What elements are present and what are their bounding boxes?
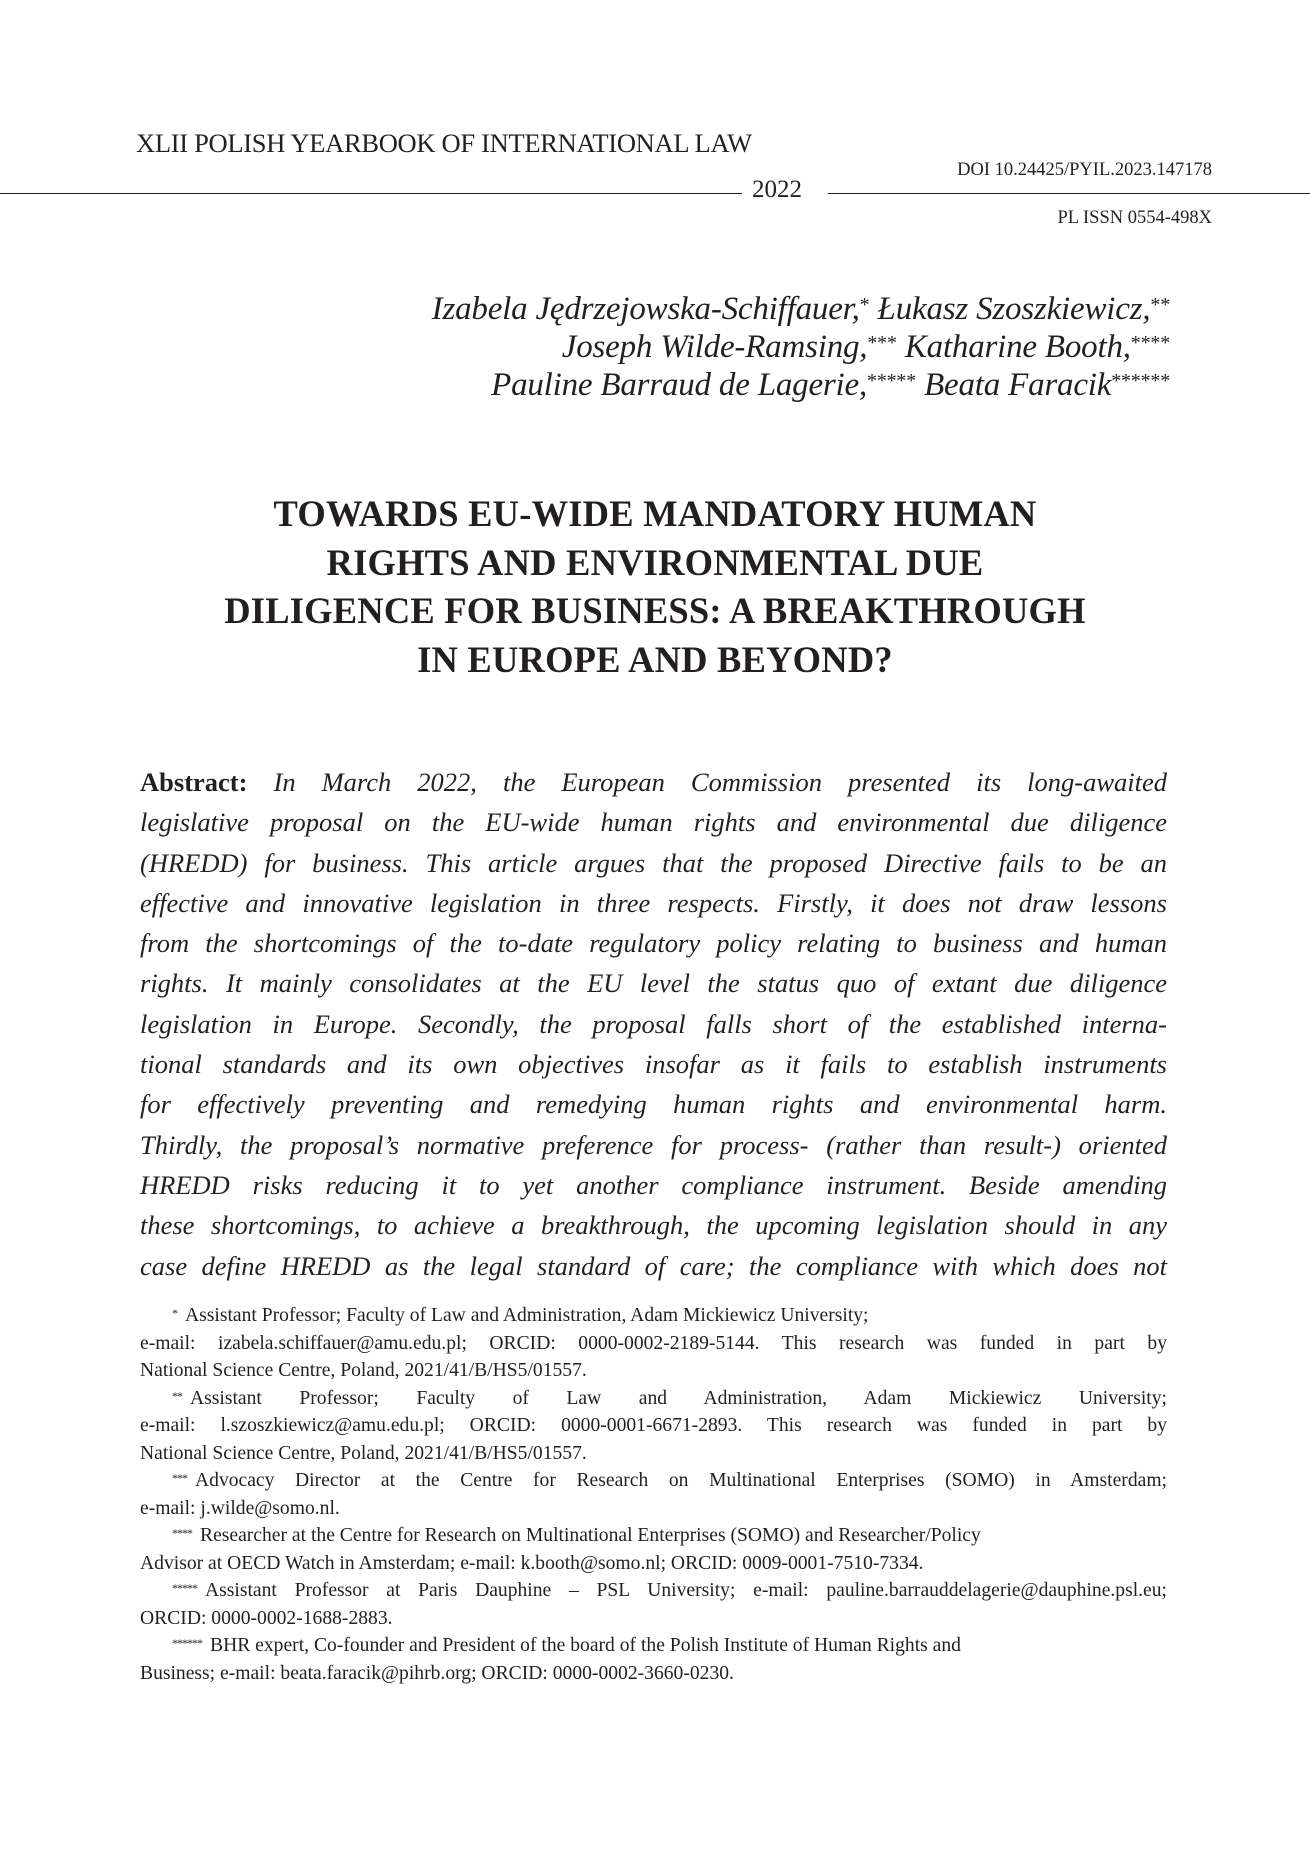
footnote-line xyxy=(140,1522,1167,1550)
author-name: Izabela Jędrzejowska-Schiffauer, xyxy=(431,291,860,327)
footnote-line xyxy=(140,1577,1167,1605)
footnote-line xyxy=(140,1385,1167,1413)
footnote-mark: ****** xyxy=(172,1636,202,1650)
footnote-mark: **** xyxy=(172,1526,192,1540)
footnote-text: Advocacy Director at the Centre for Research on Multinational Enterprises (SOMO) in Amsterdam; xyxy=(195,1470,1167,1491)
abstract-label xyxy=(140,767,247,797)
footnote-mark: *** xyxy=(172,1471,187,1485)
journal-year: 2022 xyxy=(752,176,802,203)
doi: DOI 10.24425/PYIL.2023.147178 xyxy=(957,160,1212,180)
footnote-mark: ***** xyxy=(172,1581,197,1595)
author-name: Łukasz Szoszkiewicz, xyxy=(877,291,1151,327)
article-title xyxy=(150,490,1160,684)
footnote-line xyxy=(140,1632,1167,1660)
footnotes xyxy=(140,1302,1167,1687)
footnote-line: National Science Centre, Poland, 2021/41/B/HS5/01557. xyxy=(140,1442,587,1464)
abstract-line: legislation in Europe. Secondly, the proposal falls short of the established interna- xyxy=(140,1008,1167,1039)
footnote-mark: ****** xyxy=(1111,370,1170,392)
footnote-line: e-mail: l.szoszkiewicz@amu.edu.pl; ORCID: 0000-0001-6671-2893. This research was funded in part by xyxy=(140,1415,1167,1436)
abstract-line: these shortcomings, to achieve a breakthrough, the upcoming legislation should in any xyxy=(140,1210,1167,1241)
title-line: RIGHTS AND ENVIRONMENTAL DUE xyxy=(326,541,984,583)
footnote-mark: ** xyxy=(172,1388,182,1403)
author-line xyxy=(170,366,1170,404)
footnote-mark: **** xyxy=(1130,332,1170,354)
footnote xyxy=(140,1467,1167,1522)
footnote-mark: ***** xyxy=(867,370,917,392)
footnote xyxy=(140,1385,1167,1468)
footnote-text: Assistant Professor; Faculty of Law and Administration, Adam Mickiewicz University; xyxy=(185,1305,869,1326)
abstract-line: from the shortcomings of the to-date regulatory policy relating to business and human xyxy=(140,928,1167,959)
footnote-text: Researcher at the Centre for Research on Multinational Enterprises (SOMO) and Researcher/Policy xyxy=(200,1525,981,1546)
author-name: Joseph Wilde-Ramsing, xyxy=(561,329,868,365)
abstract xyxy=(140,762,1167,1286)
abstract-line: for effectively preventing and remedying human rights and environmental harm. xyxy=(140,1089,1167,1120)
footnote-line: Business; e-mail: beata.faracik@pihrb.org; ORCID: 0000-0002-3660-0230. xyxy=(140,1662,734,1684)
footnote-line: ORCID: 0000-0002-1688-2883. xyxy=(140,1607,393,1629)
abstract-line: case define HREDD as the legal standard of care; the compliance with which does not xyxy=(140,1250,1167,1281)
abstract-line: legislative proposal on the EU-wide human rights and environmental due diligence xyxy=(140,807,1167,838)
footnote-line: e-mail: j.wilde@somo.nl. xyxy=(140,1497,340,1519)
footnote-text: Assistant Professor; Faculty of Law and Administration, Adam Mickiewicz University; xyxy=(190,1387,1167,1409)
footnote xyxy=(140,1302,1167,1385)
author-name: Pauline Barraud de Lagerie, xyxy=(491,367,868,403)
abstract-line: HREDD risks reducing it to yet another compliance instrument. Beside amending xyxy=(140,1169,1167,1200)
footnote xyxy=(140,1632,1167,1687)
author-name: Beata Faracik xyxy=(924,367,1112,403)
abstract-label-sep: : xyxy=(238,767,248,797)
footnote-mark: * xyxy=(859,294,870,316)
header-rule-left xyxy=(0,193,742,194)
abstract-line: (HREDD) for business. This article argues that the proposed Directive fails to be an xyxy=(140,847,1167,878)
footnote-mark: ** xyxy=(1150,294,1170,316)
abstract-text: In March 2022, the European Commission presented its long-awaited xyxy=(273,767,1168,797)
header-rule-right xyxy=(828,193,1310,194)
footnote-text: BHR expert, Co-founder and President of the board of the Polish Institute of Human Rights and xyxy=(210,1635,961,1656)
author-list xyxy=(170,290,1170,404)
abstract-line: rights. It mainly consolidates at the EU level the status quo of extant due diligence xyxy=(140,968,1167,999)
author-line xyxy=(170,328,1170,366)
footnote-line: e-mail: izabela.schiffauer@amu.edu.pl; ORCID: 0000-0002-2189-5144. This research was funded in part by xyxy=(140,1332,1167,1354)
issn: PL ISSN 0554-498X xyxy=(1057,208,1212,228)
footnote-mark: *** xyxy=(867,332,897,354)
title-line: DILIGENCE FOR BUSINESS: A BREAKTHROUGH xyxy=(224,590,1086,631)
footnote xyxy=(140,1522,1167,1577)
footnote-text: Assistant Professor at Paris Dauphine – PSL University; e-mail: pauline.barrauddelagerie@dauphine.psl.eu; xyxy=(205,1580,1167,1601)
abstract-label-text: Abstract xyxy=(140,767,239,797)
title-line: IN EUROPE AND BEYOND? xyxy=(417,638,893,680)
abstract-line xyxy=(140,762,1167,802)
footnote xyxy=(140,1577,1167,1632)
footnote-mark: * xyxy=(172,1306,177,1320)
footnote-line xyxy=(140,1467,1167,1495)
abstract-line: Thirdly, the proposal’s normative preference for process- (rather than result-) oriented xyxy=(140,1129,1167,1160)
author-name: Katharine Booth, xyxy=(904,329,1131,365)
author-line xyxy=(170,290,1170,328)
footnote-line: National Science Centre, Poland, 2021/41/B/HS5/01557. xyxy=(140,1360,587,1381)
journal-title: XLII POLISH YEARBOOK OF INTERNATIONAL LAW xyxy=(136,128,752,158)
abstract-line: effective and innovative legislation in three respects. Firstly, it does not draw lessons xyxy=(140,887,1167,918)
footnote-line xyxy=(140,1302,1167,1330)
footnote-line: Advisor at OECD Watch in Amsterdam; e-mail: k.booth@somo.nl; ORCID: 0009-0001-7510-7334. xyxy=(140,1552,924,1574)
abstract-line: tional standards and its own objectives insofar as it fails to establish instruments xyxy=(140,1049,1167,1080)
title-line: TOWARDS EU-WIDE MANDATORY HUMAN xyxy=(273,493,1037,534)
